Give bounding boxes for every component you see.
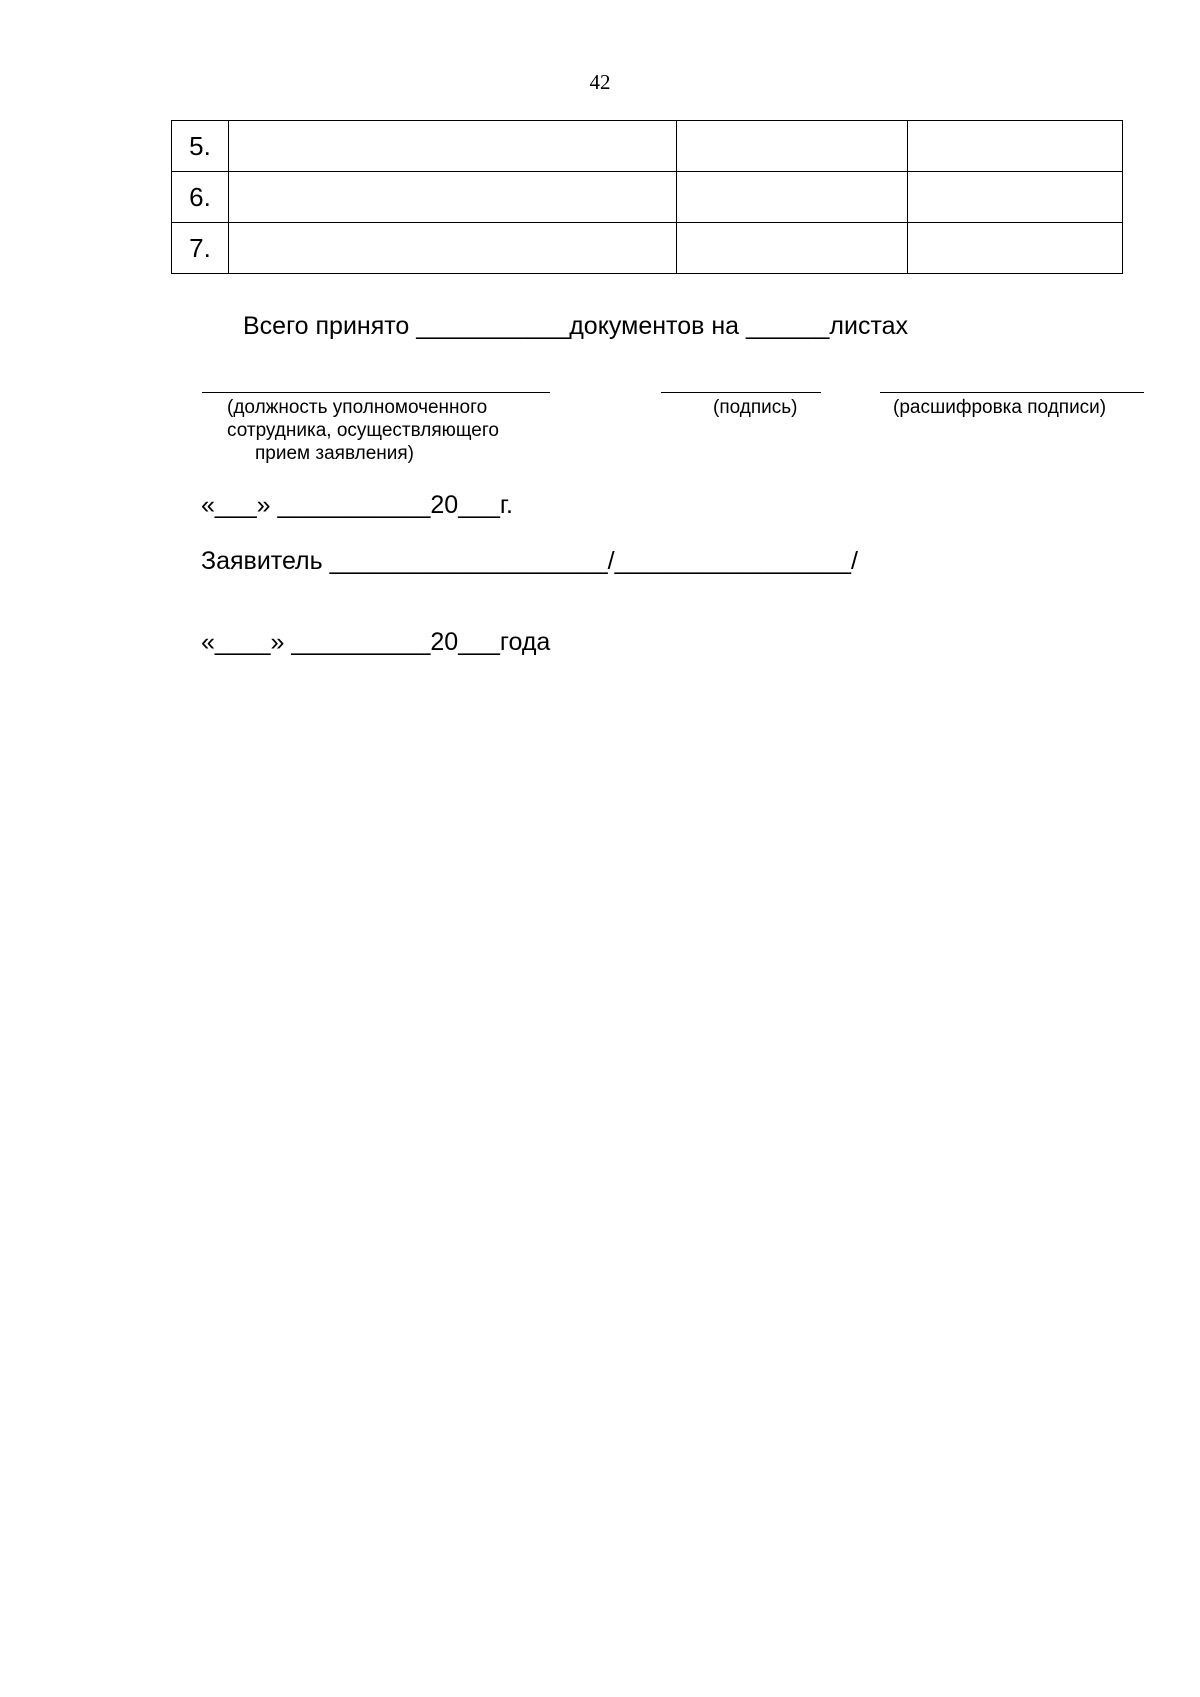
acceptance-date-line: «___» ___________20___г. [201,491,513,519]
table-cell [908,223,1123,274]
table-cell [677,223,908,274]
table-row [172,223,1123,274]
table-row [172,121,1123,172]
page-number: 42 [589,70,611,94]
row-number: 5. [172,121,229,172]
position-caption-line-3: прием заявления) [255,443,414,464]
table-cell [908,121,1123,172]
table-cell [908,172,1123,223]
row-number: 7. [172,223,229,274]
table-cell [229,172,677,223]
table-cell [677,172,908,223]
position-caption-line-1: (должность уполномоченного [227,397,488,418]
documents-table [171,120,1123,274]
table-cell [229,223,677,274]
position-caption-line-2: сотрудника, осуществляющего [227,420,499,441]
table-cell [229,121,677,172]
signature-caption: (подпись) [713,397,798,418]
decoding-caption: (расшифровка подписи) [893,397,1107,418]
position-signature-line [202,392,550,393]
table-row [172,172,1123,223]
applicant-line: Заявитель ____________________/_________________/ [201,547,858,575]
total-documents-line: Всего принято ___________документов на ______листах [243,312,909,340]
applicant-date-line: «____» __________20___года [201,628,551,656]
signature-line [661,392,821,393]
decoding-signature-line [880,392,1144,393]
row-number: 6. [172,172,229,223]
table-cell [677,121,908,172]
